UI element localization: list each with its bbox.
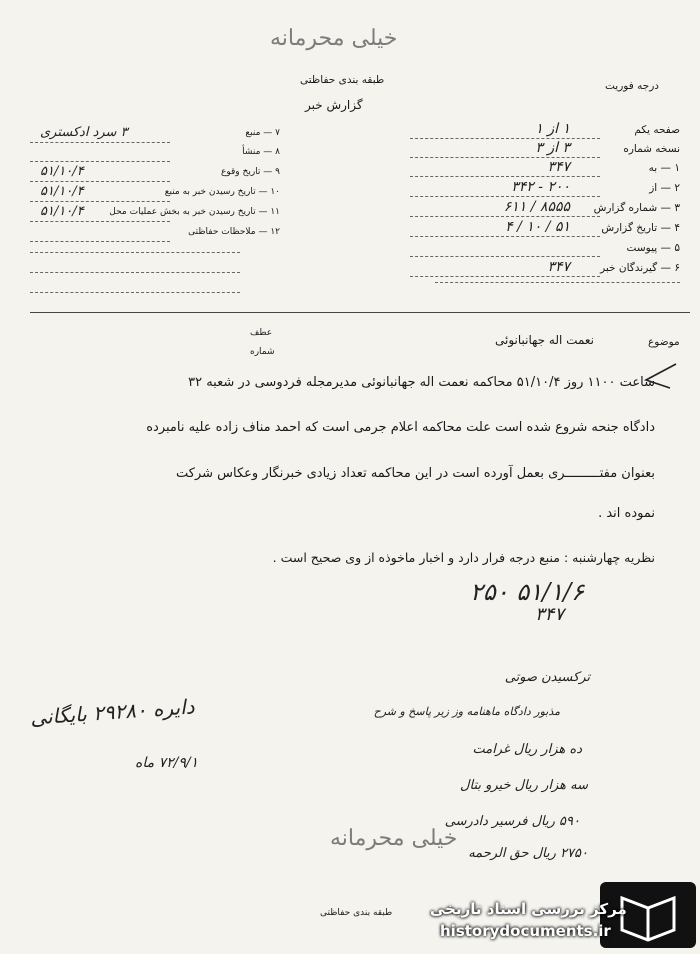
body-line-4: نموده اند .: [598, 506, 655, 521]
left-hand-sub: ۷۲/۹/۱ ماه: [135, 755, 199, 771]
field-hand-value: ۳۴۷: [547, 259, 570, 275]
field-rule: [30, 181, 170, 182]
field-label: ۵ — پیوست: [626, 242, 680, 254]
left-field-row: [30, 125, 280, 144]
blank-rule: [435, 282, 680, 283]
left-field-row: [30, 227, 280, 243]
field-rule: [410, 276, 600, 277]
field-label: ۱۱ — تاریخ رسیدن خبر به بخش عملیات محل: [109, 207, 280, 217]
blank-rule: [30, 272, 240, 273]
field-label: ۹ — تاریخ وقوع: [220, 167, 280, 177]
right-field-row: [400, 179, 680, 198]
right-field-row: [400, 259, 680, 278]
field-label: ۱۲ — ملاحظات حفاظتی: [188, 227, 280, 237]
field-rule: [410, 157, 600, 158]
field-label: صفحه یکم: [634, 124, 680, 136]
right-field-row: [400, 199, 680, 218]
hand-note-3: ده هزار ریال غرامت: [472, 742, 582, 757]
right-field-row: [400, 121, 680, 140]
field-rule: [30, 161, 170, 162]
left-field-row: [30, 204, 280, 223]
number-label: شماره: [250, 347, 275, 357]
field-hand-value: ۳ سرد ادکستری: [40, 125, 128, 140]
field-label: ۸ — منشأ: [242, 147, 280, 157]
left-hand-note: دایره ۲۹۲۸۰ بایگانی: [29, 694, 196, 730]
report-type: گزارش خبر: [305, 98, 363, 112]
urgency-label: درجه فوریت: [605, 80, 659, 92]
field-rule: [30, 201, 170, 202]
field-rule: [410, 196, 600, 197]
field-hand-value: ۵۱/۱۰/۴: [40, 204, 84, 219]
field-rule: [410, 216, 600, 217]
ref-label: عطف: [250, 328, 273, 338]
subject-value: نعمت اله جهانبانوئی: [495, 333, 595, 347]
hand-number-1: ۵۱/۱/۶ ۲۵۰: [470, 578, 585, 606]
section-divider: [30, 312, 690, 313]
opinion-line: نظریه چهارشنبه : منبع درجه فرار دارد و اخبار ماخوذه از وی صحیح است .: [272, 550, 655, 565]
field-rule: [30, 221, 170, 222]
field-rule: [410, 256, 600, 257]
body-line-2: دادگاه جنحه شروع شده است علت محاکمه اعلام جرمی است که احمد مناف زاده علیه نامبرده: [146, 420, 655, 435]
right-field-row: [400, 219, 680, 238]
field-hand-value: ۲۰۰ - ۳۴۲: [511, 179, 570, 195]
right-field-row: [400, 140, 680, 159]
body-line-1: ساعت ۱۱۰۰ روز ۵۱/۱۰/۴ محاکمه نعمت اله جهانبانوئی مدیرمجله فردوسی در شعبه ۳۲: [188, 375, 655, 390]
bottom-stamp: خیلی محرمانه: [330, 826, 458, 851]
hand-number-2: ۳۴۷: [535, 604, 565, 625]
field-rule: [410, 236, 600, 237]
blank-rule: [30, 252, 240, 253]
watermark-title: مرکز بررسی اسناد تاریخی: [430, 900, 627, 918]
field-hand-value: ۳ از ۳: [535, 140, 570, 156]
watermark-url: historydocuments.ir: [440, 922, 611, 940]
field-hand-value: ۵۱ / ۱۰ / ۴: [505, 219, 570, 235]
left-field-row: [30, 164, 280, 183]
hand-note-4: سه هزار ریال خیرو بتال: [460, 778, 588, 793]
field-label: ۷ — منبع: [245, 128, 280, 138]
body-line-3: بعنوان مفتـــــــــری بعمل آورده است در این محاکمه تعداد زیادی خبرنگار وعکاس شرکت: [175, 466, 655, 481]
hand-note-6: ۲۷۵۰ ریال حق الرحمه: [468, 846, 588, 861]
left-field-row: [30, 184, 280, 203]
field-rule: [410, 176, 600, 177]
hand-note-5: ۵۹۰ ریال فرسیر دادرسی: [444, 814, 580, 829]
field-label: ۳ — شماره گزارش: [593, 202, 680, 214]
right-field-row: [400, 242, 680, 258]
field-rule: [410, 138, 600, 139]
classification-top: طبقه بندی حفاظتی: [300, 74, 385, 86]
field-label: ۶ — گیرندگان خبر: [600, 262, 680, 274]
field-label: ۱۰ — تاریخ رسیدن خبر به منبع: [164, 187, 280, 197]
field-hand-value: ۱ از ۱: [535, 121, 570, 137]
field-hand-value: ۵۱/۱۰/۴: [40, 164, 84, 179]
hand-note-1: ترکسیدن صوتی: [504, 670, 590, 685]
subject-label: موضوع: [648, 336, 680, 348]
field-hand-value: ۵۱/۱۰/۴: [40, 184, 84, 199]
footer-classification: طبقه بندی حفاظتی: [320, 908, 393, 918]
top-stamp-title: خیلی محرمانه: [270, 26, 398, 51]
blank-rule: [30, 292, 240, 293]
hand-note-2: مذبور دادگاه ماهنامه وز زیر پاسخ و شرح: [373, 705, 560, 718]
field-label: ۱ — به: [648, 162, 680, 174]
field-hand-value: ۸۵۵۵ / ۶۱۱: [503, 199, 570, 215]
field-label: نسخه شماره: [623, 143, 680, 155]
field-label: ۲ — از: [649, 182, 680, 194]
field-rule: [30, 142, 170, 143]
field-hand-value: ۳۴۷: [547, 159, 570, 175]
right-field-row: [400, 159, 680, 178]
arrow-mark-icon: [640, 358, 680, 392]
field-rule: [30, 241, 170, 242]
field-label: ۴ — تاریخ گزارش: [601, 222, 680, 234]
left-field-row: [30, 147, 280, 163]
